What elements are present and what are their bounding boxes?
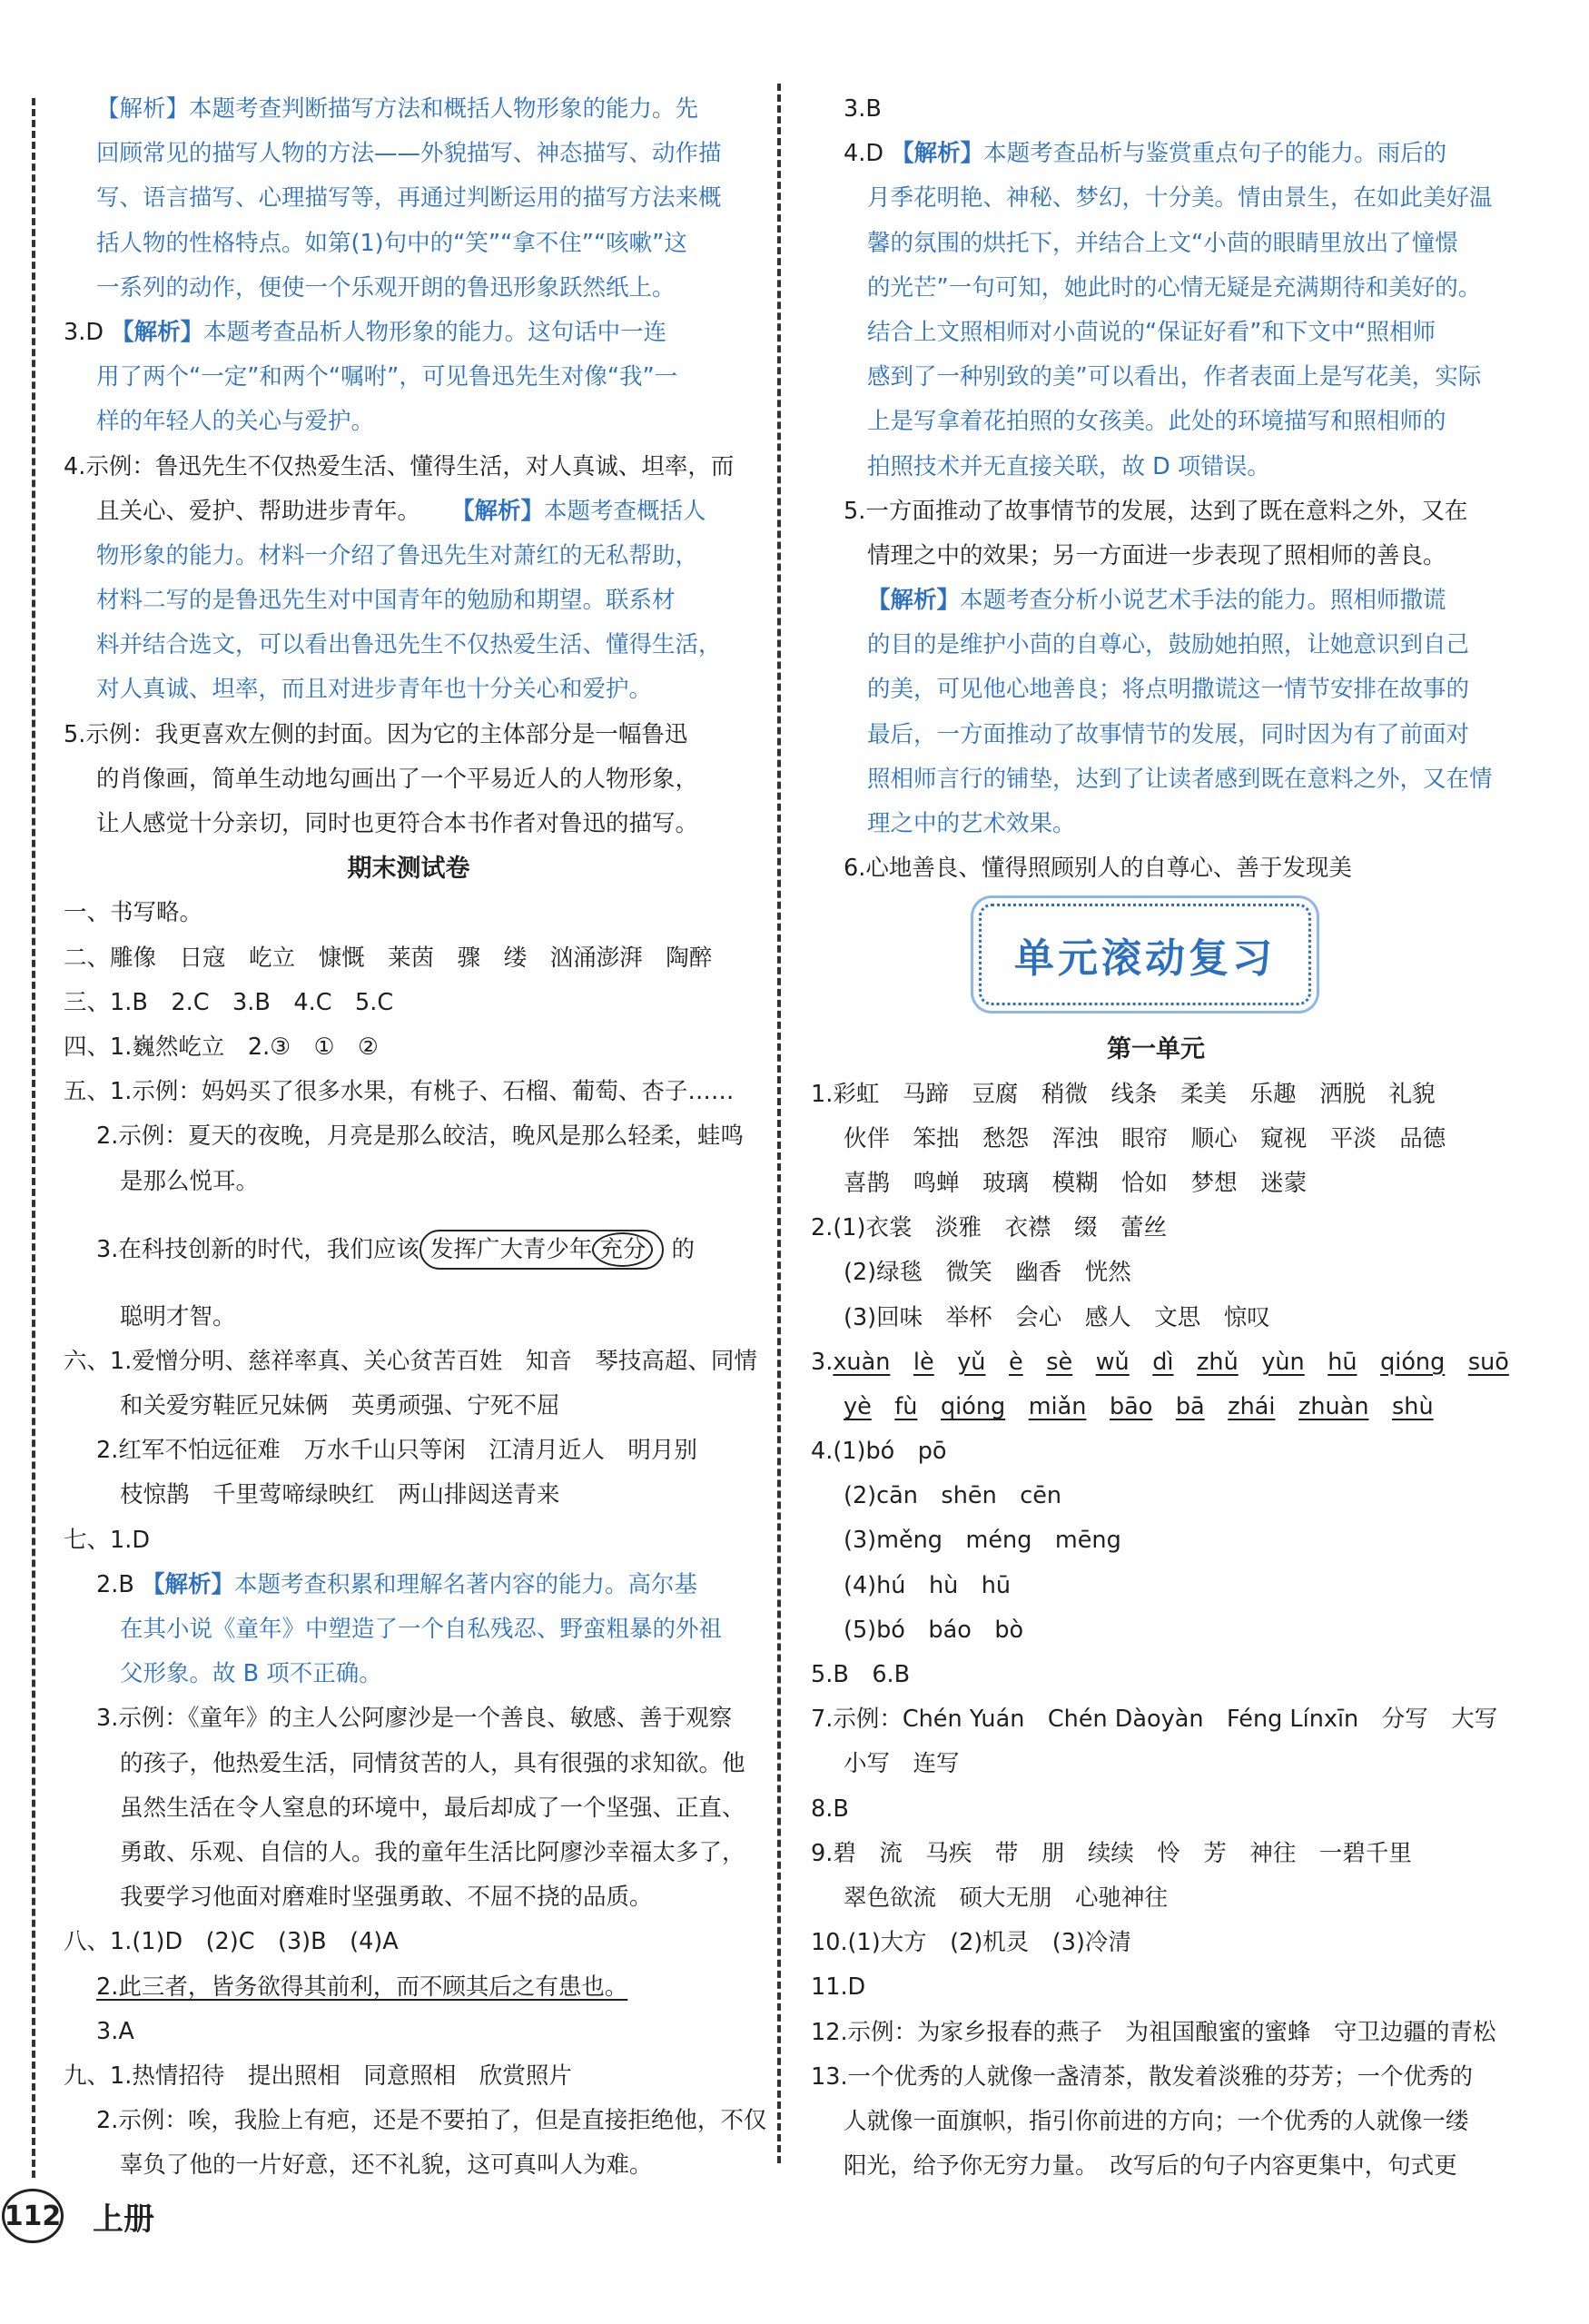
- analysis-line: 样的年轻人的关心与爱护。: [96, 408, 375, 436]
- section-label: 三、: [64, 988, 111, 1016]
- page-number-badge: [2, 2189, 64, 2243]
- word-list: [811, 1117, 1501, 1162]
- list-item: bā: [1175, 1392, 1205, 1420]
- section-6-2-line: 枝惊鹊 千里莺啼绿映红 两山排闼送青来: [120, 1481, 560, 1509]
- section-5-3-line: 聪明才智。: [120, 1302, 236, 1330]
- section-4: [64, 1025, 754, 1070]
- center-dashed-rule: [777, 84, 781, 2163]
- analysis-line: 括人物的性格特点。如第(1)句中的“笑”“拿不住”“咳嗽”这: [96, 229, 687, 257]
- choice-list: [110, 989, 393, 1016]
- section-9: 九、1.热情招待 提出照相 同意照相 欣赏照片: [64, 2062, 572, 2090]
- section-9-2: 2.示例：唉，我脸上有疤，还是不要拍了，但是直接拒绝他，不仅: [96, 2107, 767, 2135]
- list-item: 恰如: [1121, 1169, 1169, 1197]
- list-item: zhuàn: [1298, 1392, 1369, 1420]
- underlined-answer: 2.此三者，皆务欲得其前利，而不顾其后之有患也。: [96, 1973, 628, 2001]
- section-3: [64, 981, 754, 1025]
- list-item: 绿毯: [876, 1259, 923, 1287]
- right-column: [811, 87, 1509, 2189]
- analysis-line: 物形象的能力。材料一介绍了鲁迅先生对萧红的无私帮助，: [96, 541, 699, 569]
- analysis-line: 的光芒”一句可知，她此时的心情无疑是充满期待和美好的。: [867, 273, 1482, 302]
- question-number: (2): [844, 1259, 877, 1287]
- unit-q13: 13.一个优秀的人就像一盏清茶，散发着淡雅的芬芳；一个优秀的: [811, 2062, 1474, 2091]
- list-item: 彩虹: [833, 1080, 880, 1108]
- list-item: 窥视: [1260, 1124, 1308, 1152]
- list-item: 乐趣: [1249, 1080, 1297, 1108]
- analysis-line: 理之中的艺术效果。: [867, 810, 1076, 837]
- analysis-line: 照相师言行的铺垫，达到了让读者感到既在意料之外，又在情: [867, 765, 1493, 793]
- answer-list: [110, 1033, 379, 1061]
- analysis-line: 回顾常见的描写人物的方法——外貌描写、神态描写、动作描: [96, 140, 722, 168]
- section-8-3: 3.A: [96, 2017, 134, 2045]
- unit-q4-5: (5)bó báo bò: [844, 1616, 1024, 1644]
- list-item: 豆腐: [972, 1080, 1019, 1108]
- unit-q4-1: 4.(1)bó pō: [811, 1438, 947, 1466]
- list-item: wǔ: [1095, 1348, 1130, 1376]
- list-item: 雕像: [110, 944, 157, 972]
- list-item: 莱茵: [388, 944, 435, 972]
- list-item: 眼帘: [1121, 1124, 1169, 1152]
- list-item: yǔ: [957, 1348, 986, 1376]
- list-item: hū: [1327, 1348, 1357, 1376]
- analysis-text: 本题考查品析与鉴赏重点句子的能力。雨后的: [983, 140, 1447, 168]
- word-list: [110, 944, 712, 972]
- analysis-line: 写、语言描写、心理描写等，再通过判断运用的描写方法来概: [96, 184, 722, 213]
- list-item: 4.C: [293, 988, 332, 1016]
- analysis-text: 本题考查积累和理解名著内容的能力。高尔基: [233, 1570, 697, 1598]
- list-item: 品德: [1399, 1124, 1446, 1152]
- list-item: 喜鹊: [844, 1169, 891, 1197]
- list-item: 2.③: [247, 1033, 291, 1061]
- unit-q7: 7.示例：Chén Yuán Chén Dàoyàn Féng Línxīn 分写 大写: [811, 1706, 1498, 1734]
- list-item: 蕾丝: [1120, 1214, 1168, 1242]
- section-5-3: [64, 1204, 754, 1295]
- answer-4-line: [64, 490, 754, 534]
- analysis-line: 感到了一种别致的美”可以看出，作者表面上是写花美，实际: [867, 363, 1482, 391]
- list-item: 玻璃: [982, 1169, 1030, 1197]
- list-item: 衣襟: [1004, 1214, 1051, 1242]
- list-item: qióng: [940, 1392, 1006, 1420]
- analysis-line: 【解析】本题考查判断描写方法和概括人物形象的能力。先: [96, 95, 699, 123]
- list-item: 礼貌: [1388, 1080, 1436, 1108]
- list-item: 会心: [1015, 1303, 1062, 1331]
- section-1: 一、书写略。: [64, 899, 203, 927]
- answer-text: 的: [671, 1235, 695, 1263]
- unit-review-banner: [811, 891, 1501, 1027]
- list-item: 3.B: [232, 988, 271, 1016]
- unit-q12: 12.示例：为家乡报春的燕子 为祖国酿蜜的蜜蜂 守卫边疆的青松: [811, 2018, 1496, 2046]
- list-item: 模糊: [1051, 1169, 1099, 1197]
- analysis-text: 本题考查品析人物形象的能力。这句话中一连: [203, 318, 667, 346]
- list-item: yè: [844, 1392, 872, 1420]
- list-item: 笨拙: [913, 1124, 960, 1152]
- unit-title: 第一单元: [1107, 1035, 1205, 1064]
- list-item: zhǔ: [1197, 1348, 1239, 1376]
- analysis-line: 用了两个“一定”和两个“嘱咐”，可见鲁迅先生对像“我”一: [96, 363, 678, 391]
- left-dashed-rule: [32, 98, 35, 2178]
- pinyin-list: [833, 1349, 1509, 1376]
- list-item: 愁怨: [982, 1124, 1030, 1152]
- list-item: yùn: [1261, 1348, 1305, 1376]
- list-item: 感人: [1084, 1303, 1131, 1331]
- section-7: 七、1.D: [64, 1526, 150, 1554]
- word-list: [865, 1214, 1167, 1241]
- list-item: ①: [313, 1033, 335, 1061]
- section-7-3-line: 的孩子，他热爱生活，同情贫苦的人，具有很强的求知欲。他: [120, 1749, 745, 1777]
- list-item: 稍微: [1041, 1080, 1088, 1108]
- list-item: 陶醉: [666, 944, 713, 972]
- analysis-text: 本题考查概括人: [544, 497, 706, 525]
- list-item: 鸣蝉: [913, 1169, 960, 1197]
- list-item: 淡雅: [934, 1214, 982, 1242]
- list-item: 平淡: [1329, 1124, 1377, 1152]
- answer-3b: 3.B: [844, 95, 882, 123]
- answer-number: 2.B: [96, 1570, 134, 1598]
- list-item: 5.C: [355, 988, 394, 1016]
- list-item: 缀: [1074, 1214, 1098, 1242]
- list-item: 幽香: [1015, 1259, 1062, 1287]
- section-2: [64, 936, 754, 981]
- analysis-tag: 【解析】: [111, 318, 204, 346]
- answer-4: 4.示例：鲁迅先生不仅热爱生活、懂得生活，对人真诚、坦率，而: [64, 452, 735, 480]
- analysis-line: 对人真诚、坦率，而且对进步青年也十分关心和爱护。: [96, 676, 653, 704]
- list-item: 慷慨: [318, 944, 365, 972]
- section-label: 二、: [64, 944, 111, 972]
- list-item: 柔美: [1180, 1080, 1228, 1108]
- list-item: 举杯: [945, 1303, 992, 1331]
- word-list: [876, 1259, 1131, 1286]
- answer-5-line: 情理之中的效果；另一方面进一步表现了照相师的善良。: [867, 541, 1446, 569]
- list-item: 迷蒙: [1260, 1169, 1308, 1197]
- section-6: 六、1.爱憎分明、慈祥率真、关心贫苦百姓 知音 琴技高超、同情: [64, 1347, 757, 1375]
- banner-title: 单元滚动复习: [1014, 935, 1276, 983]
- unit-q13-line: 人就像一面旗帜，指引你前进的方向；一个优秀的人就像一缕: [844, 2107, 1469, 2135]
- list-item: 恍然: [1084, 1259, 1131, 1287]
- list-item: 惊叹: [1223, 1303, 1270, 1331]
- unit-q9: 9.碧 流 马疾 带 朋 续续 怜 芳 神往 一碧千里: [811, 1839, 1412, 1867]
- section-9-2-line: 辜负了他的一片好意，还不礼貌，这可真叫人为难。: [120, 2151, 653, 2180]
- list-item: 回味: [876, 1303, 923, 1331]
- list-item: 顺心: [1190, 1124, 1238, 1152]
- section-6-line: 和关爱穷鞋匠兄妹俩 英勇顽强、宁死不屈: [120, 1392, 560, 1420]
- analysis-text: 本题考查分析小说艺术手法的能力。照相师撒谎: [960, 587, 1446, 615]
- list-item: 2.C: [171, 988, 210, 1016]
- list-item: 马蹄: [902, 1080, 949, 1108]
- analysis-tag: 【解析】: [141, 1570, 234, 1598]
- list-item: bāo: [1109, 1392, 1153, 1420]
- correction-circle: 充分: [592, 1232, 653, 1267]
- list-item: 衣裳: [865, 1214, 913, 1242]
- analysis-first-line: [811, 579, 1501, 623]
- unit-q5: 5.B 6.B: [811, 1661, 911, 1688]
- analysis-line: 材料二写的是鲁迅先生对中国青年的勉励和期望。联系材: [96, 587, 676, 615]
- unit-q2-1: [811, 1206, 1501, 1251]
- answer-text: 3.在科技创新的时代，我们应该: [96, 1235, 419, 1263]
- list-item: è: [1008, 1348, 1023, 1376]
- list-item: 屹立: [249, 944, 296, 972]
- unit-q4-2: (2)cān shēn cēn: [844, 1482, 1062, 1510]
- unit-q4-3: (3)měng méng mēng: [844, 1527, 1121, 1555]
- list-item: fù: [894, 1392, 918, 1420]
- list-item: 线条: [1110, 1080, 1158, 1108]
- section-7-3-line: 虽然生活在令人窒息的环境中，最后却成了一个坚强、正直、: [120, 1794, 745, 1822]
- unit-q2-2: [811, 1251, 1501, 1295]
- list-item: 洒脱: [1319, 1080, 1367, 1108]
- analysis-line: 月季花明艳、神秘、梦幻，十分美。情由景生，在如此美好温: [867, 184, 1493, 213]
- answer-3: [64, 311, 754, 355]
- section-7-3: 3.示例：《童年》的主人公阿廖沙是一个善良、敏感、善于观察: [96, 1705, 733, 1733]
- page-number: 112: [4, 2200, 62, 2232]
- answer-5-line: 的肖像画，简单生动地勾画出了一个平易近人的人物形象，: [96, 765, 699, 793]
- analysis-line: 拍照技术并无直接关联，故 D 项错误。: [867, 452, 1270, 480]
- unit-q1: [811, 1073, 1501, 1117]
- analysis-line: 馨的氛围的烘托下，并结合上文“小茴的眼睛里放出了憧憬: [867, 229, 1458, 257]
- unit-q8: 8.B: [811, 1795, 849, 1823]
- answer-number: 3.D: [64, 318, 104, 346]
- analysis-line: 最后，一方面推动了故事情节的发展，同时因为有了前面对: [867, 720, 1470, 748]
- unit-q4-4: (4)hú hù hū: [844, 1571, 1012, 1599]
- question-number: (3): [844, 1303, 877, 1331]
- unit-q2-3: [811, 1296, 1501, 1340]
- list-item: 汹涌澎湃: [549, 944, 643, 972]
- analysis-line: 结合上文照相师对小茴说的“保证好看”和下文中“照相师: [867, 318, 1436, 346]
- analysis-line: 一系列的动作，便使一个乐观开朗的鲁迅形象跃然纸上。: [96, 273, 676, 302]
- exam-title: 期末测试卷: [347, 855, 470, 884]
- unit-q10: 10.(1)大方 (2)机灵 (3)冷清: [811, 1929, 1131, 1957]
- question-number: 3.: [811, 1348, 834, 1376]
- analysis-line: 上是写拿着花拍照的女孩美。此处的环境描写和照相师的: [867, 408, 1446, 436]
- answer-5-line: 让人感觉十分亲切，同时也更符合本书作者对鲁迅的描写。: [96, 810, 699, 837]
- list-item: lè: [913, 1348, 934, 1376]
- word-list: [833, 1081, 1435, 1108]
- list-item: 缕: [503, 944, 528, 972]
- answer-4d: [811, 132, 1501, 176]
- list-item: ②: [357, 1033, 379, 1061]
- unit-q3: [811, 1340, 1509, 1385]
- list-item: qióng: [1380, 1348, 1446, 1376]
- analysis-line: 的美，可见他心地善良；将点明撒谎这一情节安排在故事的: [867, 676, 1470, 704]
- section-label: 四、: [64, 1033, 111, 1061]
- section-7-3-line: 勇敢、乐观、自信的人。我的童年生活比阿廖沙幸福太多了，: [120, 1838, 745, 1866]
- left-column: [64, 87, 767, 2188]
- analysis-tag: 【解析】: [891, 140, 984, 168]
- list-item: 日寇: [179, 944, 226, 972]
- answer-5: 5.一方面推动了故事情节的发展，达到了既在意料之外，又在: [844, 497, 1468, 525]
- list-item: xuàn: [833, 1348, 891, 1376]
- unit-q9-line: 翠色欲流 硕大无朋 心驰神往: [844, 1884, 1169, 1912]
- answer-number: 4.D: [844, 140, 883, 168]
- analysis-line: 的目的是维护小茴的自尊心，鼓励她拍照，让她意识到自己: [867, 631, 1470, 659]
- correction-box: [419, 1230, 665, 1270]
- analysis-line: 父形象。故 B 项不正确。: [120, 1660, 382, 1688]
- section-7-3-line: 我要学习他面对磨难时坚强勇敢、不屈不挠的品质。: [120, 1884, 653, 1912]
- volume-label: 上册: [93, 2201, 154, 2238]
- question-number: 2.(1): [811, 1214, 866, 1242]
- list-item: miǎn: [1028, 1392, 1087, 1420]
- list-item: shù: [1392, 1392, 1434, 1420]
- analysis-tag: 【解析】: [867, 587, 961, 615]
- word-list: [876, 1304, 1270, 1331]
- section-8: 八、1.(1)D (2)C (3)B (4)A: [64, 1928, 399, 1956]
- list-item: 微笑: [945, 1259, 992, 1287]
- section-6-2: 2.红军不怕远征难 万水千山只等闲 江清月近人 明月别: [96, 1437, 697, 1465]
- unit-q7-line: 小写 连写: [844, 1750, 960, 1778]
- pinyin-list: [811, 1385, 1501, 1429]
- analysis-line: 在其小说《童年》中塑造了一个自私残忍、野蛮粗暴的外祖: [120, 1616, 723, 1643]
- list-item: 浑浊: [1051, 1124, 1099, 1152]
- list-item: suō: [1467, 1348, 1509, 1376]
- section-5-2: 2.示例：夏天的夜晚，月亮是那么皎洁，晚风是那么轻柔，蛙鸣: [96, 1122, 744, 1151]
- analysis-tag: 【解析】: [451, 497, 545, 525]
- answer-5: 5.示例：我更喜欢左侧的封面。因为它的主体部分是一幅鲁迅: [64, 720, 688, 748]
- boxed-text: 发挥广大青少年: [429, 1235, 593, 1263]
- list-item: sè: [1046, 1348, 1073, 1376]
- word-list: [811, 1162, 1501, 1206]
- question-number: 1.: [811, 1080, 834, 1108]
- answer-text: 且关心、爱护、帮助进步青年。: [96, 497, 421, 525]
- answer-6: 6.心地善良、懂得照顾别人的自尊心、善于发现美: [844, 855, 1352, 883]
- list-item: 1.巍然屹立: [110, 1033, 225, 1061]
- section-5: 五、1.示例：妈妈买了很多水果，有桃子、石榴、葡萄、杏子……: [64, 1078, 735, 1106]
- section-7-2: [64, 1563, 754, 1607]
- unit-q11: 11.D: [811, 1973, 866, 2002]
- list-item: 1.B: [110, 988, 148, 1016]
- list-item: 伙伴: [844, 1124, 891, 1152]
- section-8-2: [64, 1965, 754, 2010]
- unit-q13-line: 阳光，给予你无穷力量。 改写后的句子内容更集中，句式更: [844, 2152, 1457, 2181]
- list-item: 骤: [457, 944, 481, 972]
- list-item: 梦想: [1190, 1169, 1238, 1197]
- list-item: 文思: [1154, 1303, 1201, 1331]
- section-5-2-line: 是那么悦耳。: [120, 1167, 260, 1195]
- banner-frame: [979, 904, 1311, 1005]
- list-item: dì: [1152, 1348, 1174, 1376]
- analysis-line: 料并结合选文，可以看出鲁迅先生不仅热爱生活、懂得生活，: [96, 631, 722, 659]
- list-item: zhái: [1228, 1392, 1276, 1420]
